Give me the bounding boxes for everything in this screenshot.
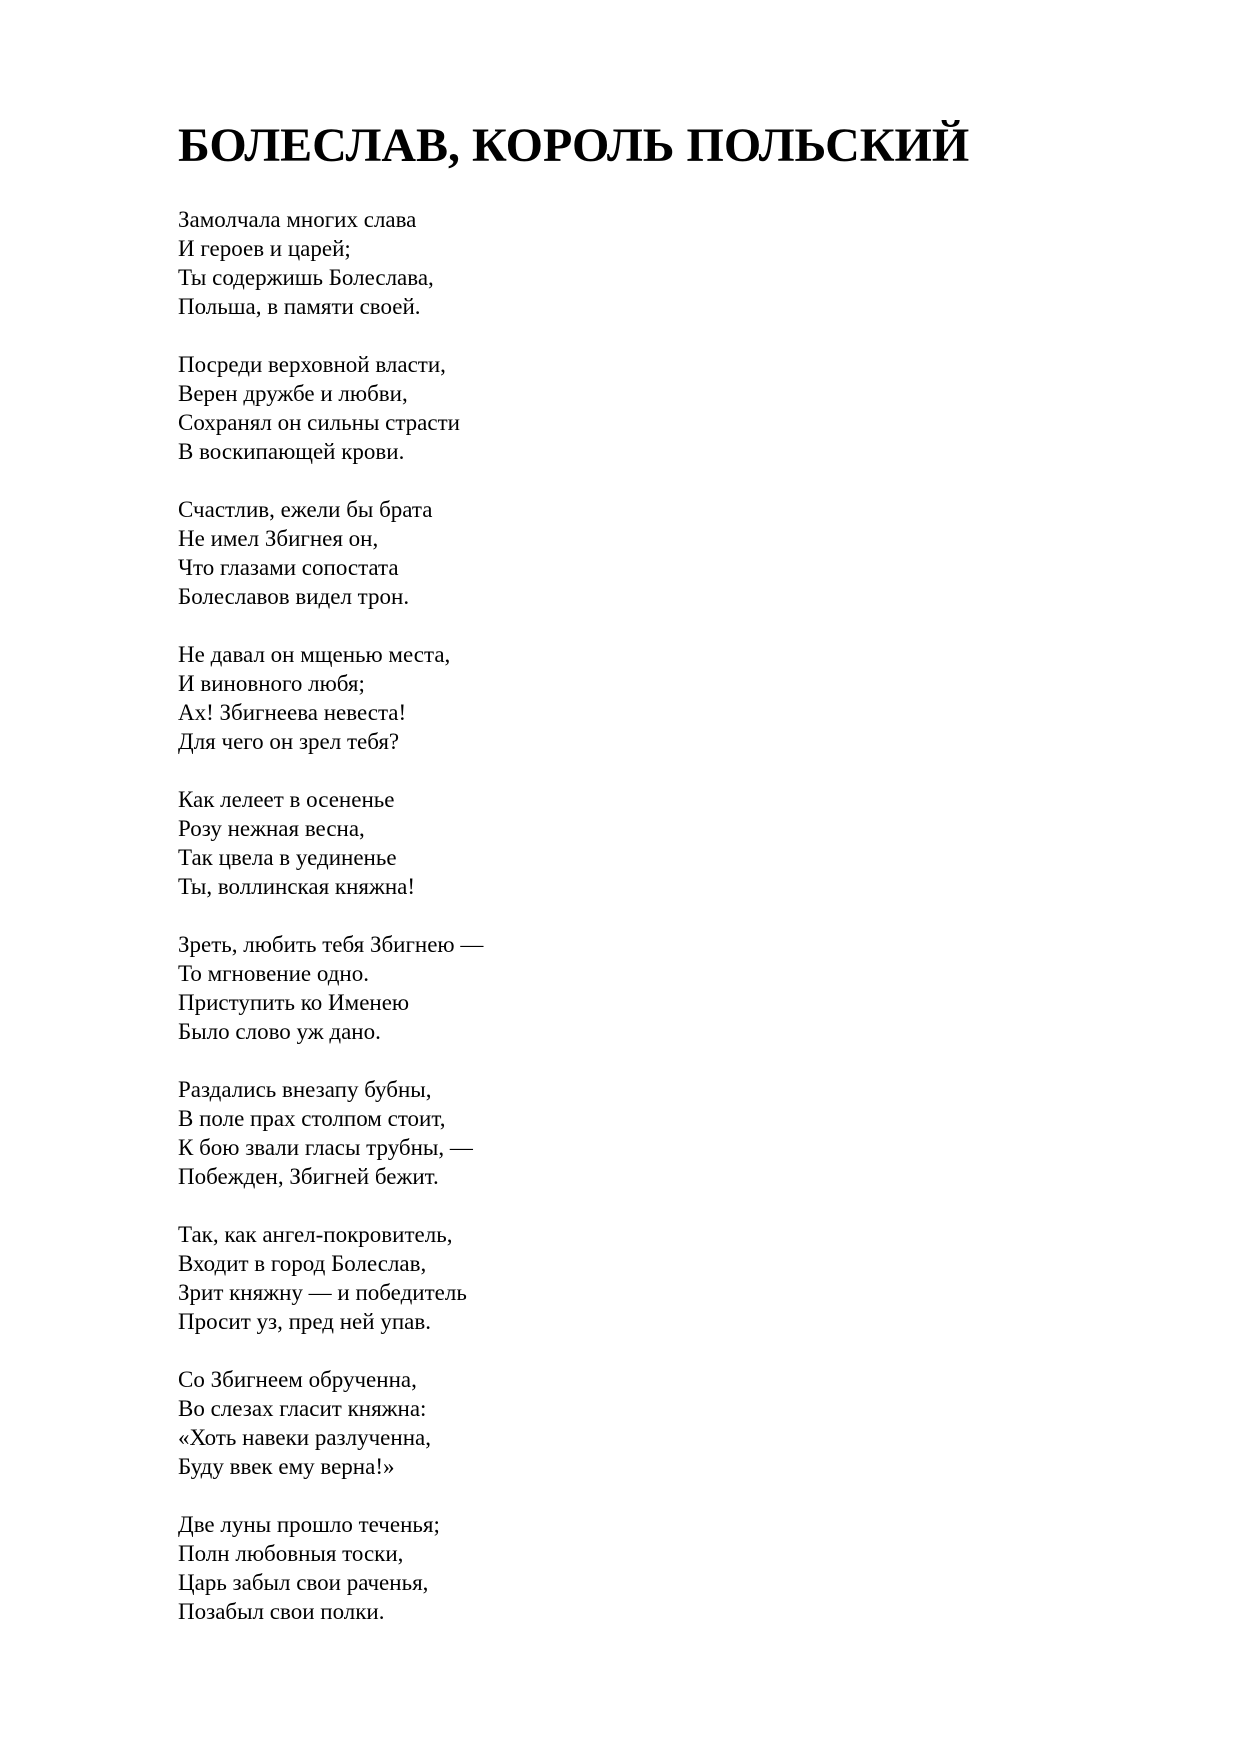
poem-line: Так, как ангел-покровитель, bbox=[178, 1222, 453, 1247]
stanza-3 bbox=[178, 495, 483, 611]
poem-line: Сохранял он сильны страсти bbox=[178, 410, 460, 435]
poem-line: Счастлив, ежели бы брата bbox=[178, 497, 433, 522]
poem-line: И виновного любя; bbox=[178, 671, 365, 696]
stanza-4 bbox=[178, 640, 483, 756]
poem-line: Не имел Збигнея он, bbox=[178, 526, 379, 551]
poem-title: БОЛЕСЛАВ, КОРОЛЬ ПОЛЬСКИЙ bbox=[178, 119, 970, 172]
poem-line: Зреть, любить тебя Збигнею — bbox=[178, 932, 484, 957]
poem-line: Раздались внезапу бубны, bbox=[178, 1077, 432, 1102]
stanza-9 bbox=[178, 1365, 483, 1481]
stanza-5 bbox=[178, 785, 483, 901]
poem-line: В воскипающей крови. bbox=[178, 439, 405, 464]
poem-line: И героев и царей; bbox=[178, 236, 351, 261]
poem-line: То мгновение одно. bbox=[178, 961, 369, 986]
poem-line: Ты, воллинская княжна! bbox=[178, 874, 416, 899]
stanza-1 bbox=[178, 205, 483, 321]
poem-line: Царь забыл свои раченья, bbox=[178, 1570, 429, 1595]
poem-line: Позабыл свои полки. bbox=[178, 1599, 385, 1624]
poem-line: Побежден, Збигней бежит. bbox=[178, 1164, 439, 1189]
poem-line: Две луны прошло теченья; bbox=[178, 1512, 440, 1537]
poem-line: Полн любовныя тоски, bbox=[178, 1541, 404, 1566]
poem-line: Зрит княжну — и победитель bbox=[178, 1280, 467, 1305]
stanza-6 bbox=[178, 930, 483, 1046]
poem-line: Входит в город Болеслав, bbox=[178, 1251, 427, 1276]
poem-line: Было слово уж дано. bbox=[178, 1019, 381, 1044]
poem-line: Что глазами сопостата bbox=[178, 555, 399, 580]
stanza-2 bbox=[178, 350, 483, 466]
poem-line: Приступить ко Именею bbox=[178, 990, 410, 1015]
poem-line: Не давал он мщенью места, bbox=[178, 642, 451, 667]
poem-line: Со Збигнеем обрученна, bbox=[178, 1367, 417, 1392]
poem-line: Просит уз, пред ней упав. bbox=[178, 1309, 431, 1334]
poem-line: Так цвела в уединенье bbox=[178, 845, 397, 870]
poem-line: Посреди верховной власти, bbox=[178, 352, 446, 377]
poem-line: Замолчала многих слава bbox=[178, 207, 417, 232]
poem-line: Буду ввек ему верна!» bbox=[178, 1454, 395, 1479]
poem-line: Ты содержишь Болеслава, bbox=[178, 265, 434, 290]
stanza-10 bbox=[178, 1510, 483, 1626]
poem-line: «Хоть навеки разлученна, bbox=[178, 1425, 431, 1450]
poem-line: Польша, в памяти своей. bbox=[178, 294, 421, 319]
poem-body bbox=[178, 205, 483, 1655]
poem-line: Как лелеет в осененье bbox=[178, 787, 395, 812]
poem-line: Верен дружбе и любви, bbox=[178, 381, 408, 406]
poem-line: Ах! Збигнеева невеста! bbox=[178, 700, 407, 725]
poem-line: Для чего он зрел тебя? bbox=[178, 729, 400, 754]
poem-line: Болеславов видел трон. bbox=[178, 584, 410, 609]
poem-line: Розу нежная весна, bbox=[178, 816, 365, 841]
poem-line: В поле прах столпом стоит, bbox=[178, 1106, 446, 1131]
stanza-7 bbox=[178, 1075, 483, 1191]
poem-line: К бою звали гласы трубны, — bbox=[178, 1135, 473, 1160]
stanza-8 bbox=[178, 1220, 483, 1336]
poem-line: Во слезах гласит княжна: bbox=[178, 1396, 427, 1421]
